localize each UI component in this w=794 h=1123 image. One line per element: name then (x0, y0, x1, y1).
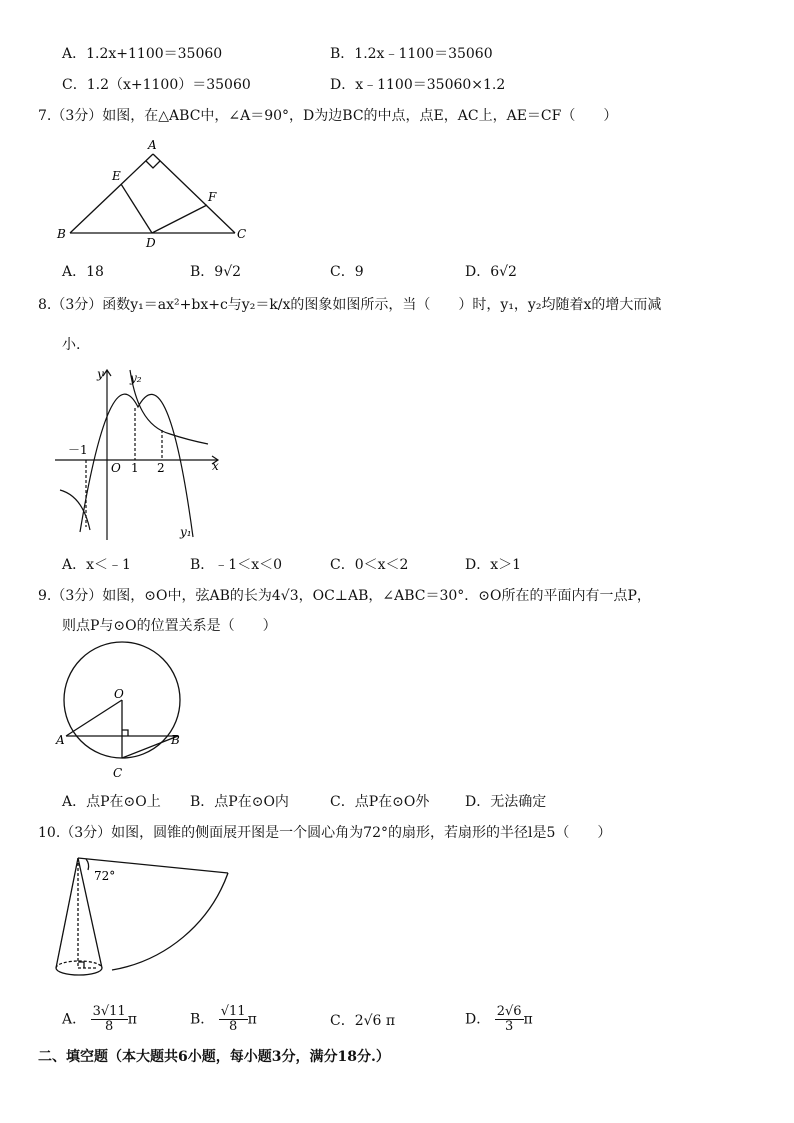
q9-stem-line1: 9.（3分）如图，⊙O中，弦AB的长为4√3，OC⊥AB，∠ABC＝30°．⊙O所在的平面内有一点P， (38, 588, 651, 604)
q9-option-b: B．点P在⊙O内 (190, 794, 289, 810)
q9-stem-line2: 则点P与⊙O的位置关系是（ ） (62, 618, 277, 634)
segment-df (152, 205, 207, 233)
right-angle-mark (146, 161, 160, 168)
q7-label-c: C (237, 227, 247, 241)
q8-option-d: D．x＞1 (465, 557, 522, 573)
q7-label-f: F (208, 190, 217, 204)
q6-option-b: B．1.2x﹣1100＝35060 (330, 46, 493, 62)
q8-label-neg1: －1 (68, 443, 88, 457)
q8-label-y: y (97, 367, 104, 381)
q8-option-a: A．x＜﹣1 (62, 557, 131, 573)
q8-option-b: B．﹣1＜x＜0 (190, 557, 282, 573)
cone-left-edge (56, 858, 78, 968)
q8-function-graph (50, 362, 230, 547)
q6-option-c: C．1.2（x+1100）＝35060 (62, 77, 251, 93)
angle-arc (86, 859, 89, 870)
q8-option-c: C．0＜x＜2 (330, 557, 409, 573)
q9-label-o: O (114, 687, 124, 701)
q7-option-c: C．9 (330, 264, 364, 280)
hyperbola-y2-right (130, 370, 208, 444)
q8-label-y1: y₁ (180, 525, 192, 539)
cone-right-angle (78, 962, 84, 968)
q8-stem-line2: 小. (62, 337, 81, 353)
q6-option-d: D．x﹣1100＝35060×1.2 (330, 77, 506, 93)
q9-label-c: C (113, 766, 123, 780)
q7-label-d: D (146, 236, 156, 250)
q10-stem: 10.（3分）如图，圆锥的侧面展开图是一个圆心角为72°的扇形，若扇形的半径l是5（ ） (38, 825, 612, 841)
q10-option-c: C．2√6 π (330, 1013, 396, 1029)
q9-option-a: A．点P在⊙O上 (62, 794, 161, 810)
cone-base-front (56, 968, 102, 975)
segment-ed (121, 184, 152, 233)
q10-label-angle: 72° (94, 869, 116, 883)
side-ac (153, 154, 235, 233)
q7-triangle-figure (50, 136, 260, 251)
sector-arc (112, 873, 228, 970)
segment-oa (66, 700, 122, 736)
q10-option-b: B． $\frac{√11}{8}$ π (190, 1004, 257, 1034)
q9-circle-figure (52, 640, 192, 782)
q6-option-a: A．1.2x+1100＝35060 (62, 46, 223, 62)
q8-label-y2: y₂ (130, 371, 142, 385)
q7-option-d: D．6√2 (465, 264, 517, 280)
q7-label-b: B (57, 227, 66, 241)
q8-label-x: x (212, 459, 219, 473)
q10-option-d: D． $\frac{2√6}{3}$ π (465, 1004, 533, 1034)
q7-option-b: B．9√2 (190, 264, 242, 280)
right-angle-mark (122, 730, 128, 736)
q7-label-e: E (112, 169, 121, 183)
side-ab (70, 154, 153, 233)
q8-label-2: 2 (157, 461, 165, 475)
q7-option-a: A．18 (62, 264, 104, 280)
q9-label-b: B (171, 733, 180, 747)
q8-label-o: O (111, 461, 121, 475)
segment-cb (122, 736, 178, 758)
q8-stem-line1: 8.（3分）函数y₁＝ax²+bx+c与y₂＝k/x的图象如图所示，当（ ）时，y₁，y₂均随着x的增大而减 (38, 297, 662, 313)
q9-option-d: D．无法确定 (465, 794, 547, 810)
q10-option-a: A． $\frac{3√11}{8}$ π (62, 1004, 137, 1034)
q9-label-a: A (56, 733, 65, 747)
section-2-title: 二、填空题（本大题共6小题，每小题3分，满分18分.） (38, 1049, 390, 1065)
q10-cone-figure (50, 850, 250, 980)
q9-option-c: C．点P在⊙O外 (330, 794, 430, 810)
q8-label-1: 1 (131, 461, 139, 475)
q7-label-a: A (148, 138, 157, 152)
q7-stem: 7.（3分）如图，在△ABC中，∠A＝90°，D为边BC的中点，点E，AC上，AE＝CF（ ） (38, 108, 618, 124)
